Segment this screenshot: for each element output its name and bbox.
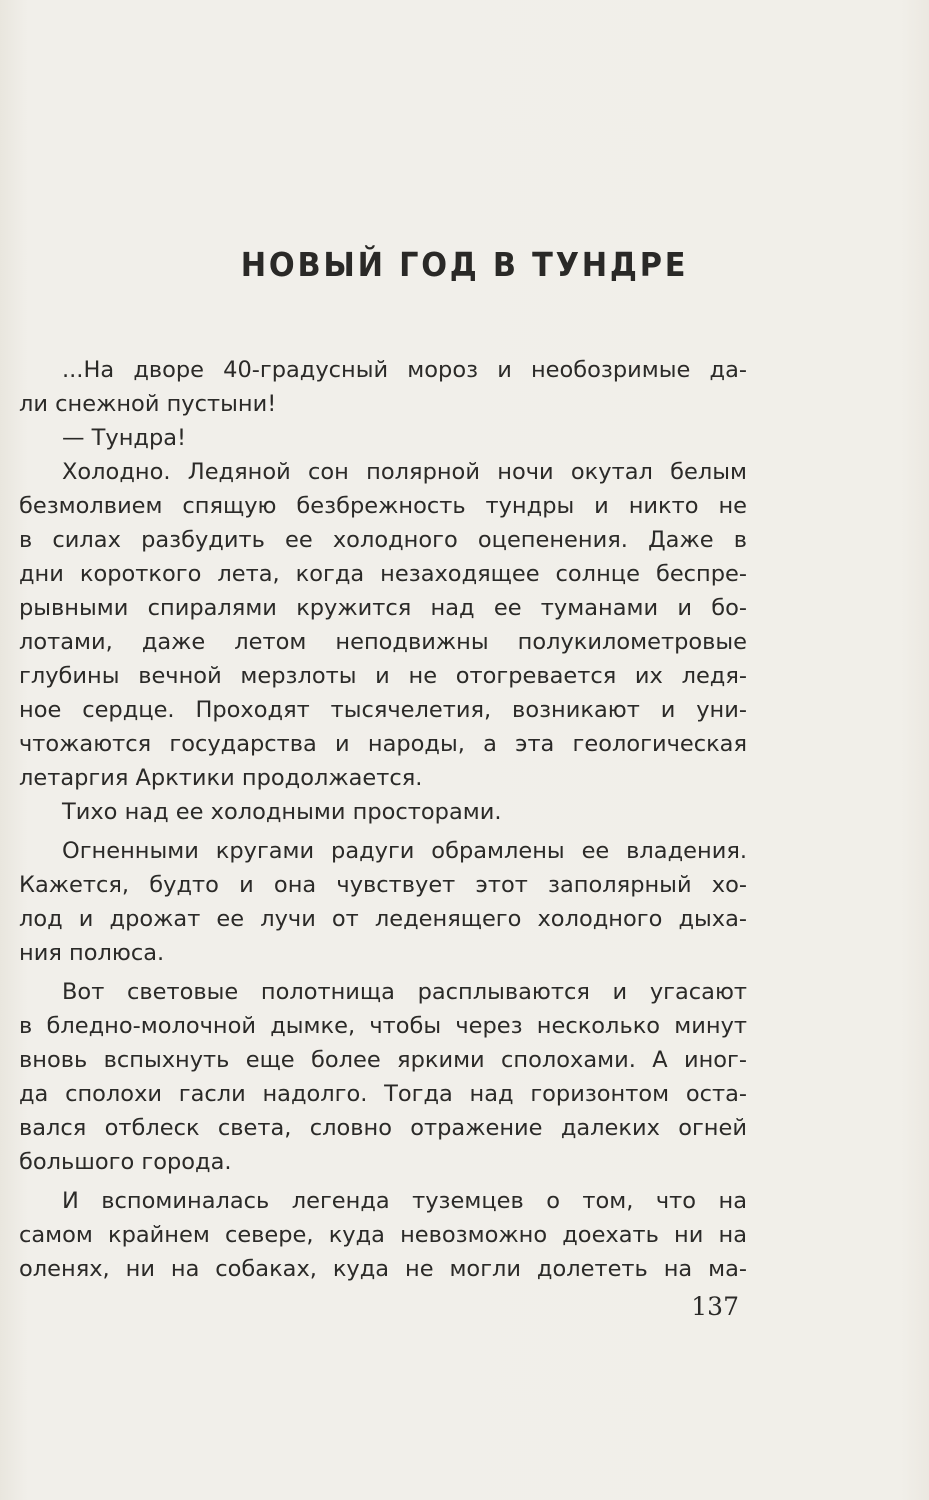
page-number: 137 (691, 1292, 739, 1321)
text-line: рывными спиралями кружится над ее туманами и бо- (19, 595, 747, 621)
text-line: — Тундра! (62, 425, 187, 451)
text-line: чтожаются государства и народы, а эта геологическая (19, 731, 747, 757)
text-line: самом крайнем севере, куда невозможно доехать ни на (19, 1222, 747, 1248)
paragraph (19, 834, 747, 970)
text-line: безмолвием спящую безбрежность тундры и никто не (19, 493, 747, 519)
text-line: большого города. (19, 1149, 232, 1175)
paragraph (19, 455, 747, 795)
text-line: ное сердце. Проходят тысячелетия, возникают и уни- (19, 697, 747, 723)
text-line: оленях, ни на собаках, куда не могли долететь на ма- (19, 1256, 747, 1282)
paragraph (19, 795, 747, 829)
text-line: да сполохи гасли надолго. Тогда над горизонтом оста- (19, 1081, 747, 1107)
text-line: Вот световые полотнища расплываются и угасают (62, 979, 747, 1005)
text-line: Холодно. Ледяной сон полярной ночи окутал белым (62, 459, 747, 485)
text-line: ния полюса. (19, 940, 165, 966)
paragraph (19, 421, 747, 455)
text-line: в силах разбудить ее холодного оцепенения. Даже в (19, 527, 747, 553)
paragraph (19, 353, 747, 421)
body-text (19, 353, 747, 1286)
text-line: лотами, даже летом неподвижны полукилометровые (19, 629, 747, 655)
text-line: в бледно-молочной дымке, чтобы через несколько минут (19, 1013, 747, 1039)
text-line: лод и дрожат ее лучи от леденящего холодного дыха- (19, 906, 747, 932)
text-line: вновь вспыхнуть еще более яркими сполохами. А иног- (19, 1047, 747, 1073)
text-line: Кажется, будто и она чувствует этот заполярный хо- (19, 872, 747, 898)
paragraph (19, 975, 747, 1179)
paragraph (19, 1184, 747, 1286)
text-line: дни короткого лета, когда незаходящее солнце беспре- (19, 561, 747, 587)
text-line: И вспоминалась легенда туземцев о том, что на (62, 1188, 747, 1214)
text-line: ...На дворе 40-градусный мороз и необозримые да- (62, 357, 747, 383)
text-line: Огненными кругами радуги обрамлены ее владения. (62, 838, 747, 864)
chapter-title: НОВЫЙ ГОД В ТУНДРЕ (240, 245, 689, 284)
text-line: вался отблеск света, словно отражение далеких огней (19, 1115, 747, 1141)
text-line: летаргия Арктики продолжается. (19, 765, 423, 791)
text-line: глубины вечной мерзлоты и не отогревается их ледя- (19, 663, 747, 689)
text-line: ли снежной пустыни! (19, 391, 277, 417)
text-line: Тихо над ее холодными просторами. (62, 799, 502, 825)
